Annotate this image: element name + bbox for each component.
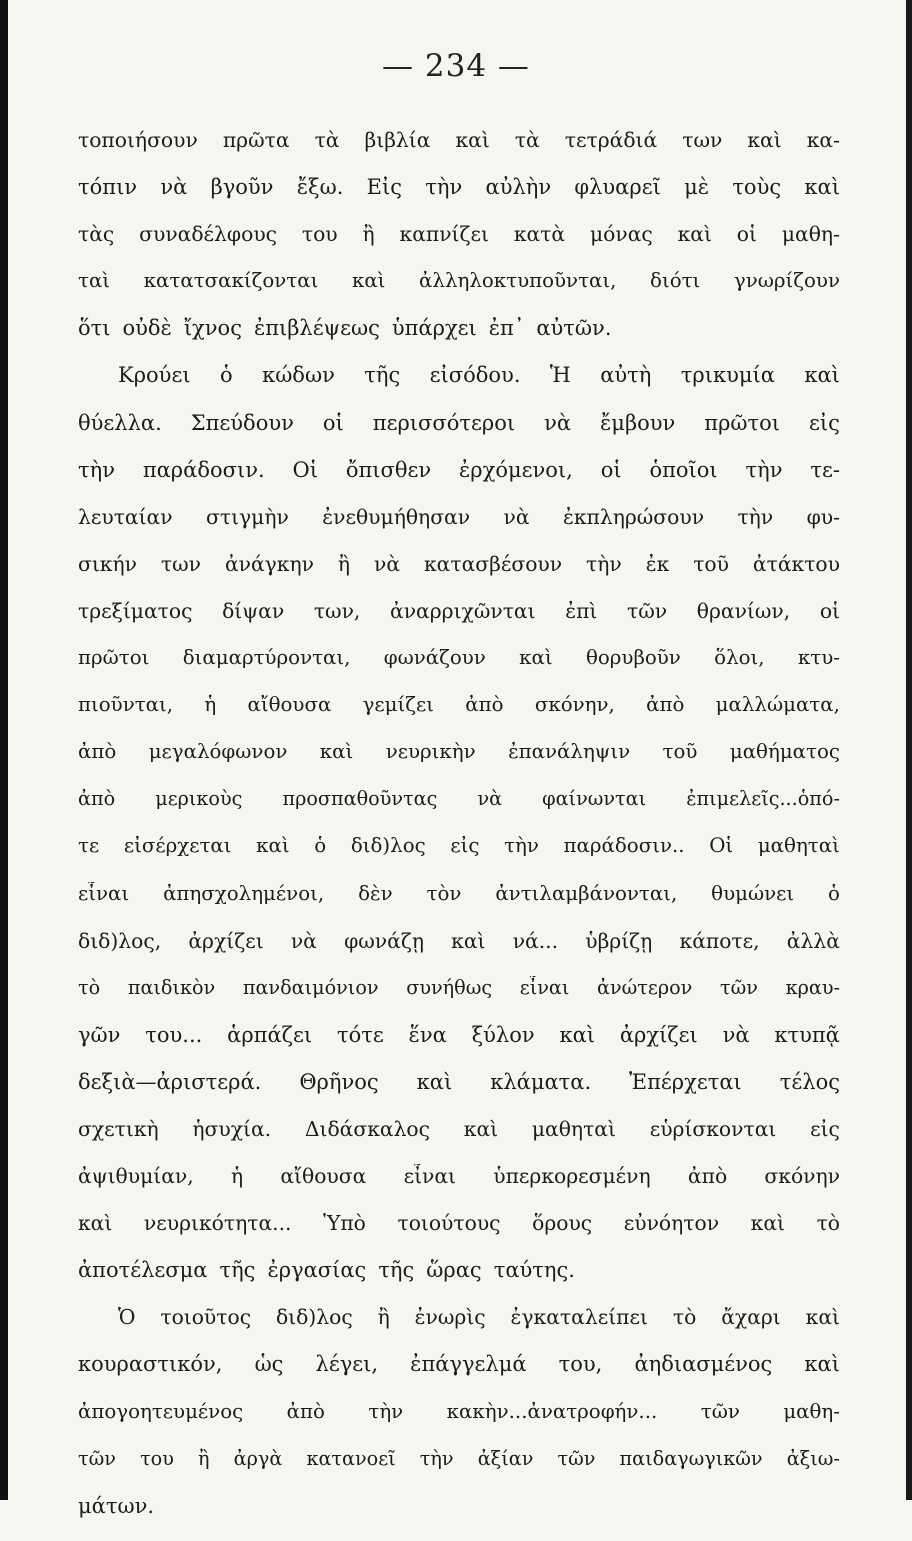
text-line: τὸ παιδικὸν πανδαιμόνιον συνήθως εἶναι ἀνώτερον τῶν κραυ-: [78, 975, 840, 999]
scan-edge-right: [906, 0, 912, 1500]
text-line: τόπιν νὰ βγοῦν ἔξω. Εἰς τὴν αὐλὴν φλυαρεῖ μὲ τοὺς καὶ: [78, 175, 840, 200]
text-line: διδ)λος, ἀρχίζει νὰ φωνάζῃ καὶ νά... ὑβρίζῃ κάποτε, ἀλλὰ: [78, 928, 840, 953]
text-line: πιοῦνται, ἡ αἴθουσα γεμίζει ἀπὸ σκόνην, ἀπὸ μαλλώματα,: [78, 693, 840, 717]
text-line: καὶ νευρικότητα... Ὑπὸ τοιούτους ὅρους εὐνόητον καὶ τὸ: [78, 1211, 840, 1236]
scan-edge-left: [0, 0, 8, 1500]
text-line: μάτων.: [78, 1493, 155, 1518]
text-line: Κρούει ὁ κώδων τῆς εἰσόδου. Ἡ αὐτὴ τρικυμία καὶ: [118, 363, 840, 388]
text-line: εἶναι ἀπησχολημένοι, δὲν τὸν ἀντιλαμβάνονται, θυμώνει ὁ: [78, 881, 840, 905]
text-line: Ὁ τοιοῦτος διδ)λος ἢ ἐνωρὶς ἐγκαταλείπει τὸ ἄχαρι καὶ: [118, 1305, 840, 1330]
text-line: θύελλα. Σπεύδουν οἱ περισσότεροι νὰ ἔμβουν πρῶτοι εἰς: [78, 410, 840, 435]
text-line: ἀψιθυμίαν, ἡ αἴθουσα εἶναι ὑπερκορεσμένη ἀπὸ σκόνην: [78, 1164, 840, 1189]
text-line: γῶν του... ἁρπάζει τότε ἕνα ξύλον καὶ ἀρχίζει νὰ κτυπᾷ: [78, 1022, 840, 1047]
page-number: — 234 —: [382, 48, 530, 84]
text-line: λευταίαν στιγμὴν ἐνεθυμήθησαν νὰ ἐκπληρώσουν τὴν φυ-: [78, 504, 840, 529]
text-line: ὅτι οὐδὲ ἴχνος ἐπιβλέψεως ὑπάρχει ἐπ᾿ αὐτῶν.: [78, 316, 612, 341]
body-text: [78, 128, 840, 1541]
text-line: τρεξίματος δίψαν των, ἀναρριχῶνται ἐπὶ τῶν θρανίων, οἱ: [78, 598, 840, 623]
text-line: ἀπὸ μεγαλόφωνον καὶ νευρικὴν ἐπανάληψιν τοῦ μαθήματος: [78, 740, 840, 764]
text-line: τῶν του ἢ ἀργὰ κατανοεῖ τὴν ἀξίαν τῶν παιδαγωγικῶν ἀξιω-: [78, 1446, 840, 1470]
text-line: τὴν παράδοσιν. Οἱ ὄπισθεν ἐρχόμενοι, οἱ ὁποῖοι τὴν τε-: [78, 457, 840, 482]
text-line: κουραστικόν, ὡς λέγει, ἐπάγγελμά του, ἀηδιασμένος καὶ: [78, 1352, 840, 1377]
text-line: ἀπογοητευμένος ἀπὸ τὴν κακὴν...ἀνατροφήν... τῶν μαθη-: [78, 1399, 840, 1423]
text-line: δεξιὰ—ἀριστερά. Θρῆνος καὶ κλάματα. Ἐπέρχεται τέλος: [78, 1069, 840, 1094]
text-line: ἀπὸ μερικοὺς προσπαθοῦντας νὰ φαίνωνται ἐπιμελεῖς...ὁπό-: [78, 787, 840, 811]
text-line: τοποιήσουν πρῶτα τὰ βιβλία καὶ τὰ τετράδιά των καὶ κα-: [78, 128, 840, 152]
text-line: σχετικὴ ἡσυχία. Διδάσκαλος καὶ μαθηταὶ εὑρίσκονται εἰς: [78, 1116, 840, 1141]
text-line: σικήν των ἀνάγκην ἢ νὰ κατασβέσουν τὴν ἐκ τοῦ ἀτάκτου: [78, 551, 840, 576]
text-line: πρῶτοι διαμαρτύρονται, φωνάζουν καὶ θορυβοῦν ὅλοι, κτυ-: [78, 646, 840, 670]
text-line: τὰς συναδέλφους του ἢ καπνίζει κατὰ μόνας καὶ οἱ μαθη-: [78, 222, 840, 247]
text-line: ἀποτέλεσμα τῆς ἐργασίας τῆς ὥρας ταύτης.: [78, 1258, 575, 1283]
text-line: ταὶ κατατσακίζονται καὶ ἀλληλοκτυποῦνται, διότι γνωρίζουν: [78, 269, 840, 293]
text-line: τε εἰσέρχεται καὶ ὁ διδ)λος εἰς τὴν παράδοσιν.. Οἱ μαθηταὶ: [78, 834, 840, 858]
